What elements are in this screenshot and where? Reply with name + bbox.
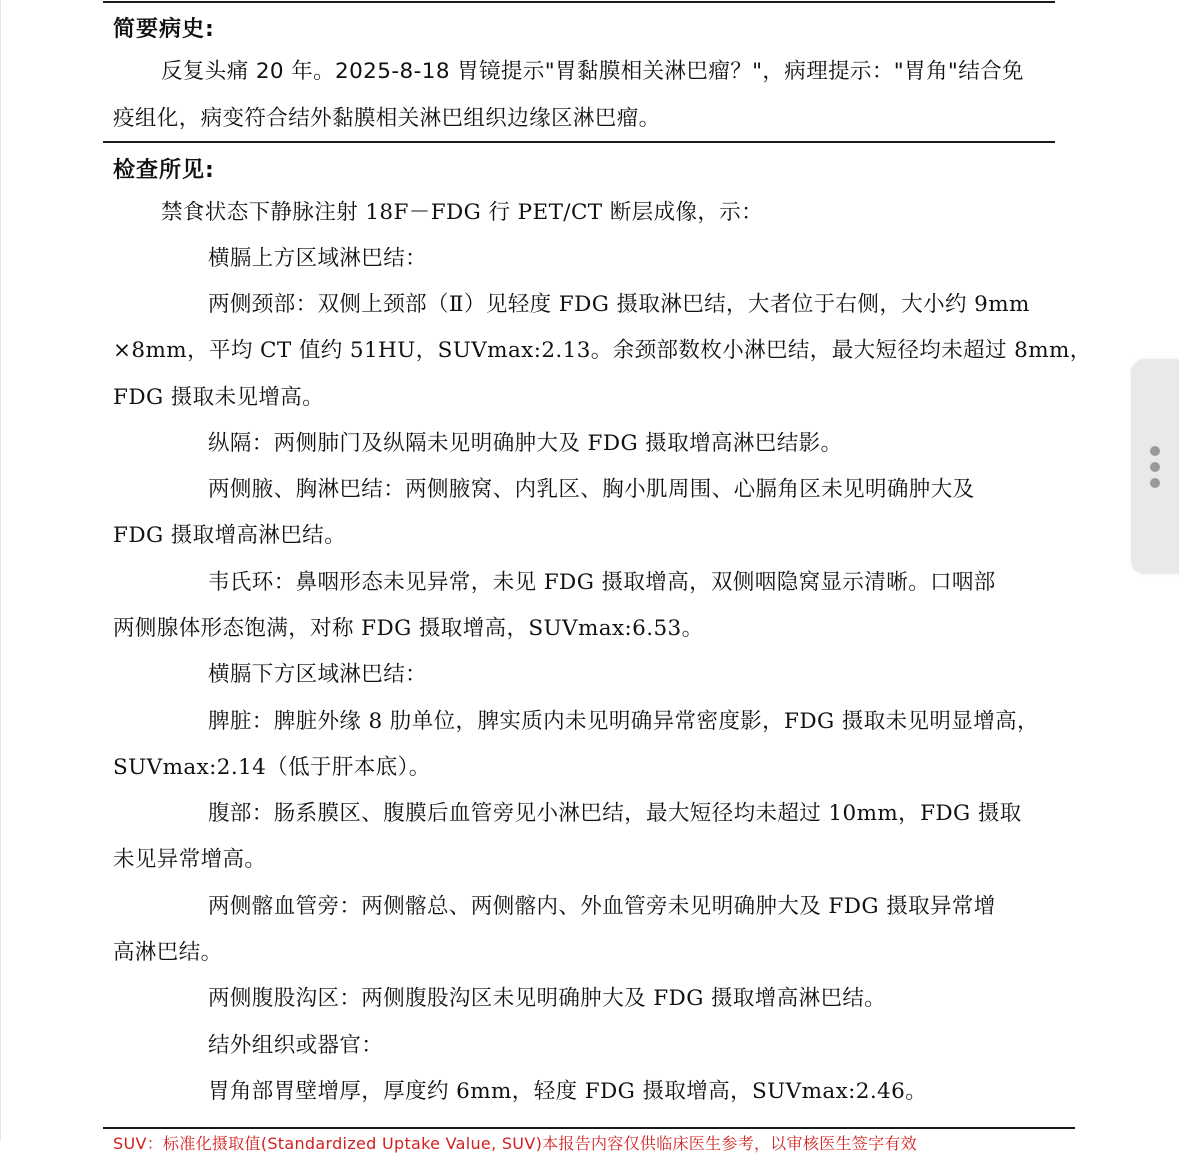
findings-line-waldeyer-2: 两侧腺体形态饱满，对称 FDG 摄取增高，SUVmax:6.53。 [113, 616, 704, 641]
findings-line-intro: 禁食状态下静脉注射 18F－FDG 行 PET/CT 断层成像，示： [161, 200, 764, 225]
findings-line-inguinal: 两侧腹股沟区：两侧腹股沟区未见明确肿大及 FDG 摄取增高淋巴结。 [208, 986, 887, 1011]
findings-line-axilla-1: 两侧腋、胸淋巴结：两侧腋窝、内乳区、胸小肌周围、心膈角区未见明确肿大及 [208, 477, 975, 502]
more-options-icon[interactable] [1149, 446, 1161, 490]
footer-disclaimer: SUV：标准化摄取值(Standardized Uptake Value, SUV)本报告内容仅供临床医生参考，以审核医生签字有效 [113, 1134, 918, 1153]
dot-icon [1150, 462, 1160, 472]
findings-subhead-extranodal: 结外组织或器官： [208, 1033, 384, 1058]
findings-subhead-above-diaphragm: 横膈上方区域淋巴结： [208, 246, 428, 271]
findings-line-abdomen-2: 未见异常增高。 [113, 847, 267, 872]
findings-line-neck-1: 两侧颈部：双侧上颈部（Ⅱ）见轻度 FDG 摄取淋巴结，大者位于右侧，大小约 9mm [208, 292, 1030, 317]
bottom-divider [103, 1127, 1075, 1129]
findings-line-neck-3: FDG 摄取未见增高。 [113, 385, 325, 410]
findings-line-waldeyer-1: 韦氏环：鼻咽形态未见异常，未见 FDG 摄取增高，双侧咽隐窝显示清晰。口咽部 [208, 570, 996, 595]
top-divider [103, 1, 1055, 3]
findings-line-stomach: 胃角部胃壁增厚，厚度约 6mm，轻度 FDG 摄取增高，SUVmax:2.46。 [208, 1079, 928, 1104]
findings-subhead-below-diaphragm: 横膈下方区域淋巴结： [208, 662, 428, 687]
findings-line-iliac-1: 两侧髂血管旁：两侧髂总、两侧髂内、外血管旁未见明确肿大及 FDG 摄取异常增 [208, 894, 996, 919]
findings-line-abdomen-1: 腹部：肠系膜区、腹膜后血管旁见小淋巴结，最大短径均未超过 10mm，FDG 摄取 [208, 801, 1022, 826]
findings-line-spleen-2: SUVmax:2.14（低于肝本底）。 [113, 755, 431, 780]
findings-heading: 检查所见: [113, 158, 215, 183]
findings-line-axilla-2: FDG 摄取增高淋巴结。 [113, 523, 346, 548]
history-line-1: 反复头痛 20 年。2025-8-18 胃镜提示"胃黏膜相关淋巴瘤？"，病理提示："胃角"结合免 [161, 59, 1024, 84]
findings-line-spleen-1: 脾脏：脾脏外缘 8 肋单位，脾实质内未见明确异常密度影，FDG 摄取未见明显增高， [208, 709, 1039, 734]
page-left-edge [0, 0, 1, 1140]
findings-line-mediastinum: 纵隔：两侧肺门及纵隔未见明确肿大及 FDG 摄取增高淋巴结影。 [208, 431, 843, 456]
findings-line-neck-2: ×8mm，平均 CT 值约 51HU，SUVmax:2.13。余颈部数枚小淋巴结，最大短径均未超过 8mm， [113, 338, 1092, 363]
dot-icon [1150, 446, 1160, 456]
dot-icon [1150, 478, 1160, 488]
history-line-2: 疫组化，病变符合结外黏膜相关淋巴组织边缘区淋巴瘤。 [113, 106, 661, 131]
findings-line-iliac-2: 高淋巴结。 [113, 940, 223, 965]
history-heading: 简要病史: [113, 17, 215, 42]
section-divider [103, 141, 1055, 143]
